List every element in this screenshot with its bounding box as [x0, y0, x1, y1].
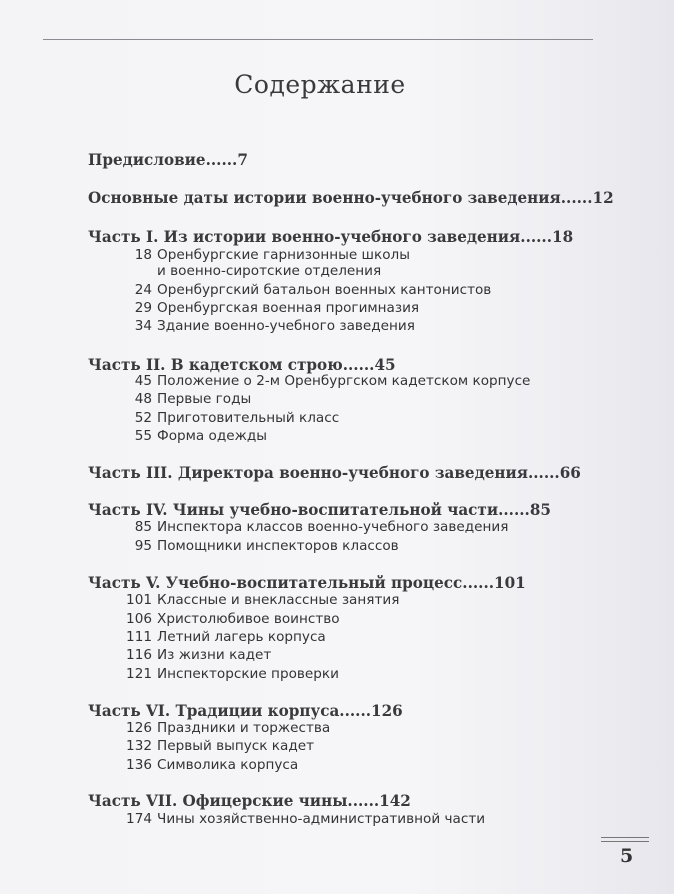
toc-subentry-title: Из жизни кадет [157, 647, 272, 663]
toc-page-number: 106 [126, 611, 152, 627]
toc-heading: Часть VI. Традиции корпуса......126 [88, 701, 403, 720]
toc-subentry-title: Первый выпуск кадет [157, 738, 315, 754]
toc-heading: Часть VII. Офицерские чины......142 [88, 791, 411, 810]
toc-heading: Часть V. Учебно-воспитательный процесс......101 [88, 573, 526, 592]
toc-subentry [118, 373, 530, 389]
toc-subentry-title: Классные и внеклассные занятия [157, 592, 400, 608]
toc-subentry [118, 611, 340, 627]
toc-page-number: 126 [126, 720, 152, 736]
toc-subentry-title: Инспектора классов военно-учебного заведения [157, 519, 509, 535]
toc-heading: Основные даты истории военно-учебного заведения......12 [88, 188, 614, 207]
toc-subentry [118, 247, 410, 263]
toc-subentry-title: Положение о 2-м Оренбургском кадетском корпусе [157, 373, 531, 389]
toc-heading: Предисловие......7 [88, 150, 248, 169]
toc-subentry [118, 410, 339, 426]
toc-page-number: 52 [134, 410, 152, 426]
toc-subentry-title: Оренбургский батальон военных кантонистов [157, 282, 492, 298]
toc-page-number: 101 [126, 592, 152, 608]
toc-subentry [118, 538, 399, 554]
toc-heading: Часть III. Директора военно-учебного заведения......66 [88, 463, 581, 482]
toc-subentry-title: Инспекторские проверки [157, 666, 339, 682]
toc-subentry [118, 592, 399, 608]
page-number-rule [601, 837, 649, 842]
toc-page-number: 45 [134, 373, 152, 389]
toc-page-number: 121 [126, 666, 152, 682]
toc-page-number: 55 [134, 428, 152, 444]
toc-subentry-title: Христолюбивое воинство [157, 611, 340, 627]
toc-page-number: 29 [134, 300, 152, 316]
toc-subentry [118, 391, 251, 407]
toc-page-number: 48 [134, 391, 152, 407]
toc-subentry [118, 647, 271, 663]
toc-subentry-title: Оренбургские гарнизонные школы [157, 247, 410, 263]
toc-subentry-title: Летний лагерь корпуса [157, 629, 326, 645]
toc-page-number: 18 [134, 247, 152, 263]
toc-heading: Часть IV. Чины учебно-воспитательной части......85 [88, 500, 551, 519]
page-title: Содержание [234, 70, 406, 99]
toc-subentry [118, 519, 508, 535]
toc-subentry-title: Оренбургская военная прогимназия [157, 300, 420, 316]
toc-subentry [118, 282, 491, 298]
toc-subentry [118, 666, 339, 682]
toc-subentry [118, 738, 314, 754]
header-rule [43, 39, 593, 40]
toc-subentry-title: Первые годы [157, 391, 252, 407]
toc-subentry-title: Символика корпуса [157, 757, 299, 773]
toc-page-number: 85 [134, 519, 152, 535]
toc-subentry-title: Здание военно-учебного заведения [157, 318, 415, 334]
toc-subentry-title: Помощники инспекторов классов [157, 538, 399, 554]
toc-heading: Часть I. Из истории военно-учебного заведения......18 [88, 227, 574, 246]
toc-subentry-title: Чины хозяйственно-административной части [157, 811, 486, 827]
toc-page-number: 95 [134, 538, 152, 554]
toc-subentry-continuation: и военно-сиротские отделения [157, 263, 382, 279]
page-number: 5 [620, 845, 634, 867]
toc-subentry [118, 720, 330, 736]
toc-subentry [118, 300, 419, 316]
toc-subentry [118, 428, 267, 444]
toc-subentry-title: Форма одежды [157, 428, 268, 444]
toc-page-number: 116 [126, 647, 152, 663]
toc-page-number: 174 [126, 811, 152, 827]
toc-page-number: 111 [126, 629, 152, 645]
toc-subentry [118, 757, 298, 773]
toc-subentry [118, 811, 485, 827]
toc-page-number: 34 [134, 318, 152, 334]
toc-subentry-title: Приготовительный класс [157, 410, 340, 426]
toc-subentry-title: Праздники и торжества [157, 720, 331, 736]
toc-page-number: 132 [126, 738, 152, 754]
toc-page-number: 136 [126, 757, 152, 773]
toc-subentry [118, 318, 415, 334]
toc-heading: Часть II. В кадетском строю......45 [88, 355, 396, 374]
toc-subentry [118, 629, 326, 645]
toc-page-number: 24 [134, 282, 152, 298]
